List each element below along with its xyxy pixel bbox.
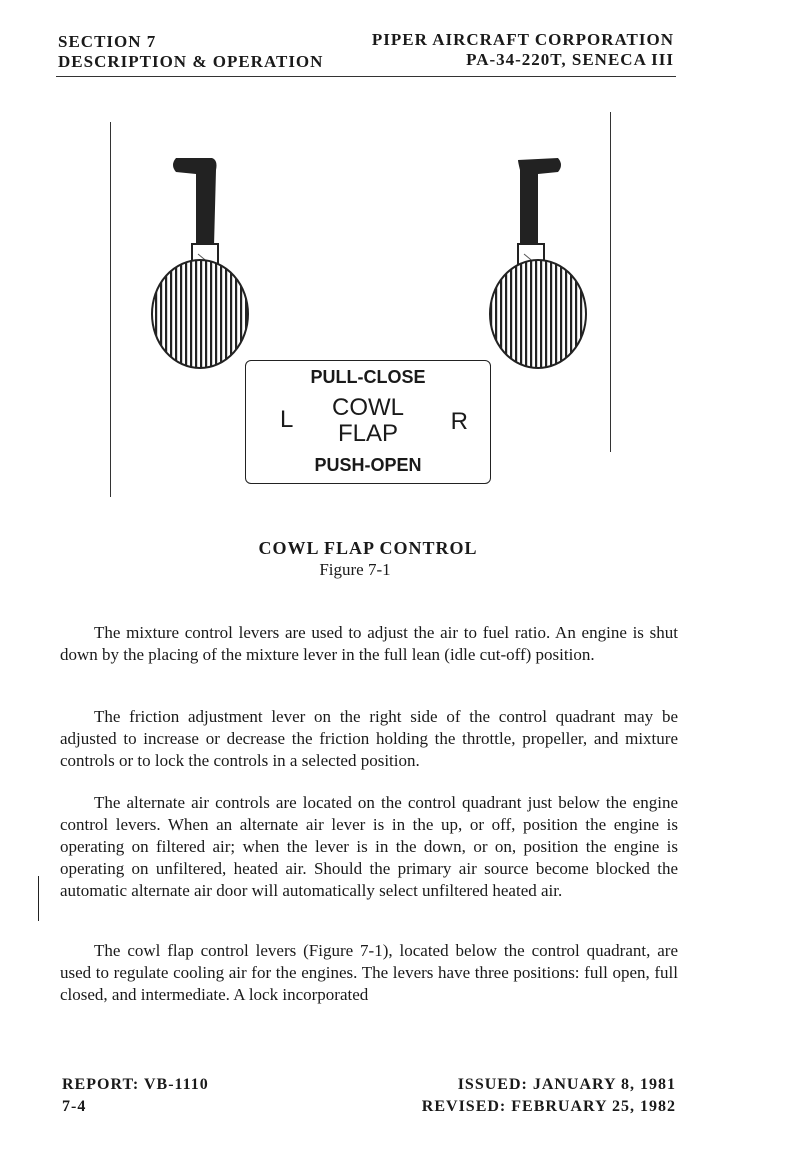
company-name: PIPER AIRCRAFT CORPORATION bbox=[371, 30, 674, 49]
section-label: SECTION 7 bbox=[58, 32, 157, 51]
revised-date: REVISED: FEBRUARY 25, 1982 bbox=[421, 1098, 676, 1115]
placard-flap: FLAP bbox=[337, 420, 399, 447]
paragraph-mixture: The mixture control levers are used to adjust the air to fuel ratio. An engine is shut down by the placing of the mixture lever in the full lean (idle cut-off) position. bbox=[60, 623, 678, 664]
placard-right-label: R bbox=[450, 408, 468, 435]
paragraph-alternate-air: The alternate air controls are located on the control quadrant just below the engine control levers. When an alternate air lever is in the up, or off, position the engine is operating on filtered air; when the lever is in the down, or on, position the engine is operating on unfiltered, heated air. Should the primary air source become blocked the automatic alternate air door will automatically select unfiltered heated air. bbox=[60, 793, 678, 900]
header-rule bbox=[56, 76, 676, 77]
figure-right-border bbox=[610, 112, 611, 452]
left-cowl-flap-lever-icon bbox=[140, 150, 260, 380]
placard-cowl: COWL bbox=[332, 394, 404, 421]
cowl-flap-placard bbox=[245, 360, 491, 484]
placard-left-label: L bbox=[280, 406, 294, 433]
figure-left-border bbox=[110, 122, 111, 497]
paragraph-friction: The friction adjustment lever on the right side of the control quadrant may be adjusted to increase or decrease the friction holding the throttle, propeller, and mixture controls or to lock the controls in a selected position. bbox=[60, 707, 678, 770]
figure-number: Figure 7-1 bbox=[319, 560, 391, 579]
right-cowl-flap-lever-icon bbox=[480, 150, 600, 380]
issued-date: ISSUED: JANUARY 8, 1981 bbox=[457, 1076, 676, 1093]
aircraft-model: PA-34-220T, SENECA III bbox=[466, 50, 674, 69]
figure-title: COWL FLAP CONTROL bbox=[258, 538, 478, 558]
report-number: REPORT: VB-1110 bbox=[62, 1076, 209, 1093]
page-number: 7-4 bbox=[62, 1098, 87, 1115]
placard-push-open: PUSH-OPEN bbox=[314, 455, 422, 475]
paragraph-cowl-flap: The cowl flap control levers (Figure 7-1), located below the control quadrant, are used to regulate cooling air for the engines. The levers have three positions: full open, full closed, and intermediate. A lock incorporated bbox=[60, 941, 678, 1004]
subsection-label: DESCRIPTION & OPERATION bbox=[58, 52, 324, 71]
revision-change-bar bbox=[38, 876, 39, 921]
placard-pull-close: PULL-CLOSE bbox=[310, 367, 426, 387]
